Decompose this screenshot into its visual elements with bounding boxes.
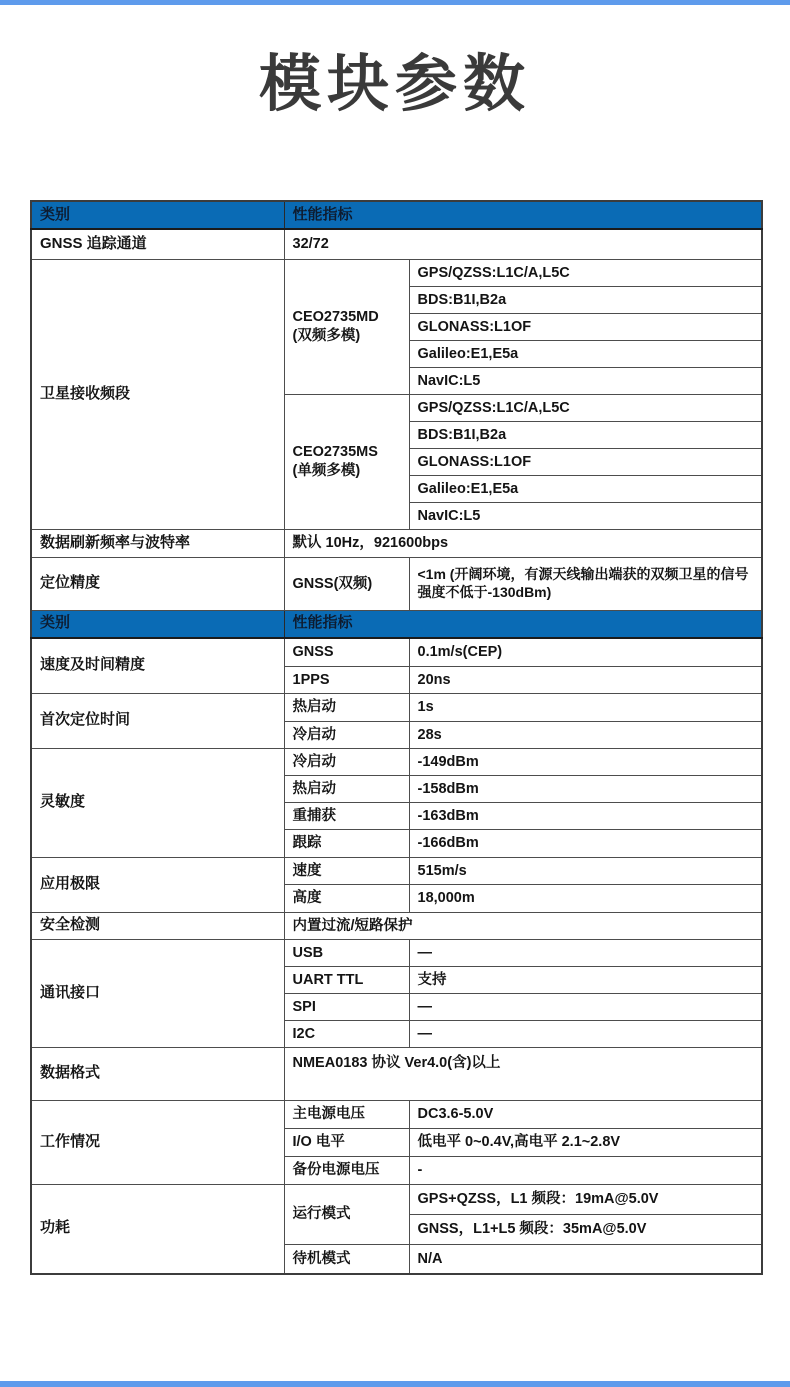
cell-key: SPI bbox=[284, 993, 409, 1020]
cell-band: GLONASS:L1OF bbox=[409, 448, 762, 475]
header-cell-metric: 性能指标 bbox=[284, 610, 762, 638]
cell-value: 28s bbox=[409, 721, 762, 748]
cell-key: 重捕获 bbox=[284, 802, 409, 829]
cell-value: -166dBm bbox=[409, 829, 762, 857]
table-row bbox=[31, 857, 762, 884]
cell-key: 主电源电压 bbox=[284, 1100, 409, 1128]
table-row bbox=[31, 912, 762, 939]
cell-value: -158dBm bbox=[409, 775, 762, 802]
bottom-accent-bar bbox=[0, 1381, 790, 1387]
row-label-operating: 工作情况 bbox=[31, 1100, 284, 1184]
header-cell-category: 类别 bbox=[31, 201, 284, 229]
cell-value: -163dBm bbox=[409, 802, 762, 829]
row-label-sensitivity: 灵敏度 bbox=[31, 748, 284, 857]
cell-run-mode-label: 运行模式 bbox=[284, 1184, 409, 1244]
cell-band: GPS/QZSS:L1C/A,L5C bbox=[409, 394, 762, 421]
cell-value: -149dBm bbox=[409, 748, 762, 775]
cell-band: GLONASS:L1OF bbox=[409, 313, 762, 340]
row-label-refresh: 数据刷新频率与波特率 bbox=[31, 529, 284, 557]
cell-accuracy-value: <1m (开阔环境，有源天线输出端获的双频卫星的信号强度不低于-130dBm) bbox=[409, 557, 762, 610]
header-cell-category: 类别 bbox=[31, 610, 284, 638]
cell-key: GNSS bbox=[284, 638, 409, 666]
cell-accuracy-sub: GNSS(双频) bbox=[284, 557, 409, 610]
row-label-speed-time: 速度及时间精度 bbox=[31, 638, 284, 693]
row-label-power: 功耗 bbox=[31, 1184, 284, 1274]
row-label-safety: 安全检测 bbox=[31, 912, 284, 939]
cell-value: — bbox=[409, 993, 762, 1020]
cell-band: NavIC:L5 bbox=[409, 502, 762, 529]
row-label-sat-bands: 卫星接收频段 bbox=[31, 259, 284, 529]
table-row bbox=[31, 1100, 762, 1128]
cell-key: 速度 bbox=[284, 857, 409, 884]
cell-standby-value: N/A bbox=[409, 1244, 762, 1274]
cell-model-md bbox=[284, 259, 409, 394]
table-row bbox=[31, 939, 762, 966]
cell-data-format-value: NMEA0183 协议 Ver4.0(含)以上 bbox=[284, 1047, 762, 1100]
cell-standby-label: 待机模式 bbox=[284, 1244, 409, 1274]
table-row bbox=[31, 693, 762, 721]
table-row bbox=[31, 1047, 762, 1100]
cell-value: 支持 bbox=[409, 966, 762, 993]
model-ms-mode: (单频多模) bbox=[292, 462, 361, 479]
cell-value: 0.1m/s(CEP) bbox=[409, 638, 762, 666]
cell-safety-value: 内置过流/短路保护 bbox=[284, 912, 762, 939]
top-accent-bar bbox=[0, 0, 790, 5]
model-md-mode: (双频多模) bbox=[292, 327, 361, 344]
cell-band: GPS/QZSS:L1C/A,L5C bbox=[409, 259, 762, 286]
cell-value: 低电平 0~0.4V,高电平 2.1~2.8V bbox=[409, 1128, 762, 1156]
cell-value: 515m/s bbox=[409, 857, 762, 884]
table-row bbox=[31, 748, 762, 775]
cell-key: 热启动 bbox=[284, 775, 409, 802]
cell-model-ms bbox=[284, 394, 409, 529]
cell-refresh-value: 默认 10Hz，921600bps bbox=[284, 529, 762, 557]
cell-key: I2C bbox=[284, 1020, 409, 1047]
cell-gnss-channels-value: 32/72 bbox=[284, 229, 762, 259]
cell-key: 跟踪 bbox=[284, 829, 409, 857]
table-row bbox=[31, 259, 762, 286]
table-row bbox=[31, 1184, 762, 1214]
cell-value: — bbox=[409, 939, 762, 966]
cell-band: BDS:B1I,B2a bbox=[409, 421, 762, 448]
cell-run-mode-value: GPS+QZSS，L1 频段：19mA@5.0V bbox=[409, 1184, 762, 1214]
row-label-gnss-channels: GNSS 追踪通道 bbox=[31, 229, 284, 259]
row-label-data-format: 数据格式 bbox=[31, 1047, 284, 1100]
table-header-row-1 bbox=[31, 201, 762, 229]
cell-value: 18,000m bbox=[409, 884, 762, 912]
table-row bbox=[31, 638, 762, 666]
cell-key: I/O 电平 bbox=[284, 1128, 409, 1156]
model-md-name: CEO2735MD bbox=[292, 309, 379, 326]
table-row bbox=[31, 557, 762, 610]
model-ms-name: CEO2735MS bbox=[292, 444, 378, 461]
cell-key: 高度 bbox=[284, 884, 409, 912]
cell-key: 备份电源电压 bbox=[284, 1156, 409, 1184]
cell-key: 热启动 bbox=[284, 693, 409, 721]
cell-key: USB bbox=[284, 939, 409, 966]
cell-value: — bbox=[409, 1020, 762, 1047]
row-label-accuracy: 定位精度 bbox=[31, 557, 284, 610]
table-header-row-2 bbox=[31, 610, 762, 638]
spec-table bbox=[30, 200, 763, 1275]
cell-value: 20ns bbox=[409, 666, 762, 693]
cell-value: DC3.6-5.0V bbox=[409, 1100, 762, 1128]
cell-key: UART TTL bbox=[284, 966, 409, 993]
cell-band: NavIC:L5 bbox=[409, 367, 762, 394]
row-label-limits: 应用极限 bbox=[31, 857, 284, 912]
row-label-ttff: 首次定位时间 bbox=[31, 693, 284, 748]
cell-run-mode-value: GNSS，L1+L5 频段：35mA@5.0V bbox=[409, 1214, 762, 1244]
table-row bbox=[31, 229, 762, 259]
cell-value: 1s bbox=[409, 693, 762, 721]
cell-band: BDS:B1I,B2a bbox=[409, 286, 762, 313]
cell-band: Galileo:E1,E5a bbox=[409, 475, 762, 502]
row-label-interfaces: 通讯接口 bbox=[31, 939, 284, 1047]
page-title: 模块参数 bbox=[258, 47, 531, 120]
header-cell-metric: 性能指标 bbox=[284, 201, 762, 229]
table-row bbox=[31, 529, 762, 557]
cell-key: 冷启动 bbox=[284, 748, 409, 775]
cell-key: 冷启动 bbox=[284, 721, 409, 748]
cell-value: - bbox=[409, 1156, 762, 1184]
cell-key: 1PPS bbox=[284, 666, 409, 693]
cell-band: Galileo:E1,E5a bbox=[409, 340, 762, 367]
